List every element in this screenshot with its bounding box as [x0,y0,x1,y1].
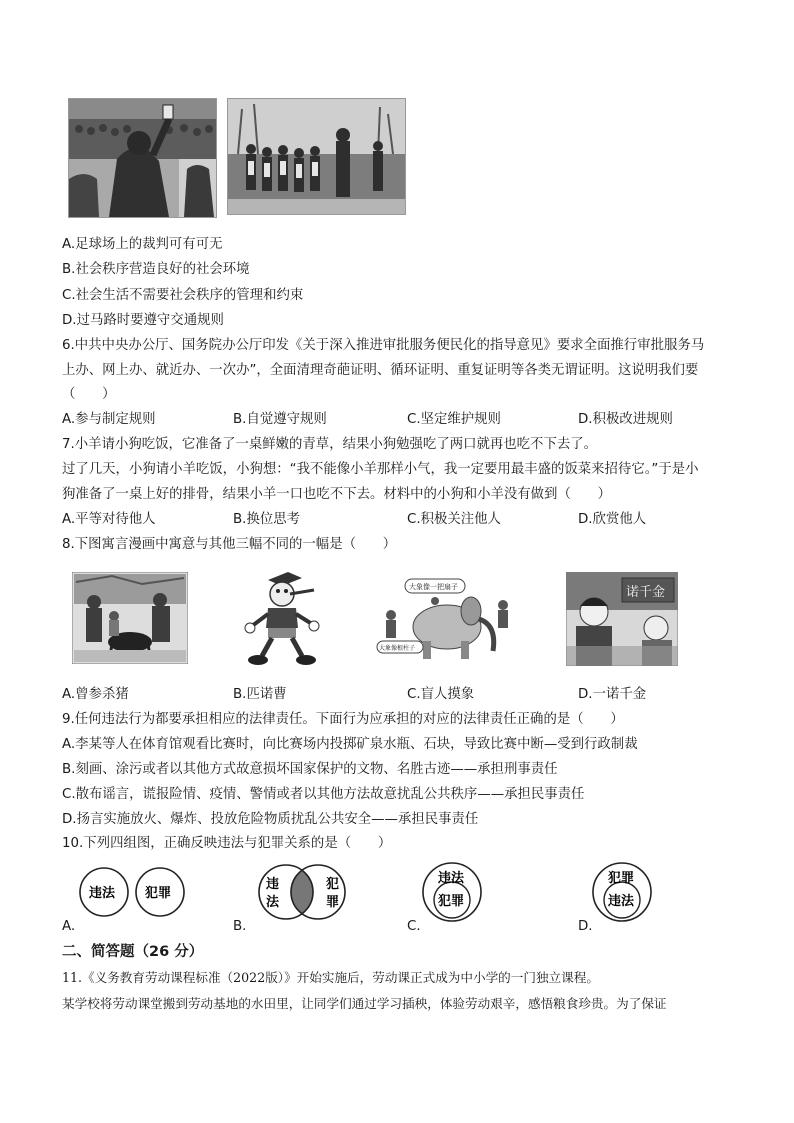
q7-option-c: C.积极关注他人 [407,512,501,527]
q6-option-c: C.坚定维护规则 [407,412,501,427]
q8-image-a-zengshen [72,572,188,664]
q8-image-c-drawing [375,575,518,667]
q10-a-fanzui-label: 犯罪 [145,886,172,901]
q8-option-d: D.一诺千金 [578,687,647,702]
q10-stem: 10.下列四组图，正确反映违法与犯罪关系的是（ ） [62,836,392,851]
q7-stem-line2: 过了几天，小狗请小羊吃饭，小狗想：“我不能像小羊那样小气，我一定要用最丰盛的饭菜来招待它。”于是小 [62,462,699,477]
q8-image-d-drawing [566,572,678,666]
q7-option-a: A.平等对待他人 [62,512,156,527]
q10-a-weifa-label: 违法 [89,886,116,901]
q10-option-a-label: A. [62,919,76,934]
crosswalk-photo [227,98,406,215]
q9-option-d: D.扬言实施放火、爆炸、投放危险物质扰乱公共安全——承担民事责任 [62,812,479,827]
referee-photo-drawing [69,99,216,217]
q10-diagram-a [74,864,190,920]
crosswalk-photo-drawing [228,99,405,214]
q8-image-a-drawing [72,572,188,664]
q5-option-a: A.足球场上的裁判可有可无 [62,237,223,252]
q8-option-a: A.曾参杀猪 [62,687,129,702]
q7-option-b: B.换位思考 [233,512,301,527]
q11-stem-line1: 11.《义务教育劳动课程标准（2022版）》开始实施后，劳动课正式成为中小学的一门独立课程。 [62,970,599,985]
q10-b-fa: 法 [266,895,280,910]
q10-b-fan: 犯 [326,877,340,892]
q6-option-b: B.自觉遵守规则 [233,412,327,427]
q10-c-weifa-label: 违法 [438,871,465,886]
q10-c-fanzui-label: 犯罪 [438,894,465,909]
q8-image-b-pinocchio [238,568,330,668]
q8-image-c-bubble1: 大象像一把扇子 [409,583,458,591]
q6-option-d: D.积极改进规则 [578,412,673,427]
q10-option-b-label: B. [233,919,247,934]
q8-stem: 8.下图寓言漫画中寓意与其他三幅不同的一幅是（ ） [62,537,397,552]
q10-b-wei: 违 [266,877,280,892]
q7-option-d: D.欣赏他人 [578,512,647,527]
q5-option-d: D.过马路时要遵守交通规则 [62,313,224,328]
q9-option-b: B.刻画、涂污或者以其他方式故意损坏国家保护的文物、名胜古迹——承担刑事责任 [62,762,558,777]
q10-b-zui: 罪 [326,895,340,910]
q8-option-c: C.盲人摸象 [407,687,475,702]
q10-d-weifa-label: 违法 [608,894,635,909]
q7-stem-line1: 7.小羊请小狗吃饭，它准备了一桌鲜嫩的青草，结果小狗勉强吃了两口就再也吃不下去了。 [62,437,598,452]
q8-image-c-blind-men [375,575,518,667]
q5-option-c: C.社会生活不需要社会秩序的管理和约束 [62,288,304,303]
section2-title: 二、简答题（26 分） [62,944,204,960]
q10-option-d-label: D. [578,919,593,934]
q11-stem-line2: 某学校将劳动课堂搬到劳动基地的水田里，让同学们通过学习插秧，体验劳动艰辛，感悟粮食珍贵。为了保证 [62,996,667,1011]
q6-stem-line2: 上办、网上办、就近办、一次办”，全面清理奇葩证明、循环证明、重复证明等各类无谓证明。这说明我们要 [62,363,699,378]
q9-option-a: A.李某等人在体育馆观看比赛时，向比赛场内投掷矿泉水瓶、石块，导致比赛中断—受到行政制裁 [62,737,638,752]
referee-photo [68,98,217,218]
q10-d-fanzui-label: 犯罪 [608,871,635,886]
q9-stem: 9.任何违法行为都要承担相应的法律责任。下面行为应承担的对应的法律责任正确的是（ ） [62,712,624,727]
q9-option-c: C.散布谣言，谎报险情、疫情、警情或者以其他方法故意扰乱公共秩序——承担民事责任 [62,787,585,802]
q5-option-b: B.社会秩序营造良好的社会环境 [62,262,250,277]
q8-option-b: B.匹诺曹 [233,687,287,702]
q10-diagram-d [590,860,654,924]
q6-option-a: A.参与制定规则 [62,412,156,427]
q8-image-d-banner: 诺千金 [626,585,666,600]
q8-image-b-drawing [238,568,330,668]
q6-stem-line3: （ ） [62,387,116,402]
q6-stem-line1: 6.中共中央办公厅、国务院办公厅印发《关于深入推进审批服务便民化的指导意见》要求全面推行审批服务马 [62,338,705,353]
q10-diagram-c [420,860,484,924]
q8-image-c-bubble2: 大象像根柱子 [379,645,416,652]
q10-diagram-b [250,862,354,922]
q7-stem-line3: 狗准备了一桌上好的排骨，结果小羊一口也吃不下去。材料中的小狗和小羊没有做到（ ） [62,487,612,502]
q8-image-d-promise [566,572,678,666]
q10-option-c-label: C. [407,919,421,934]
